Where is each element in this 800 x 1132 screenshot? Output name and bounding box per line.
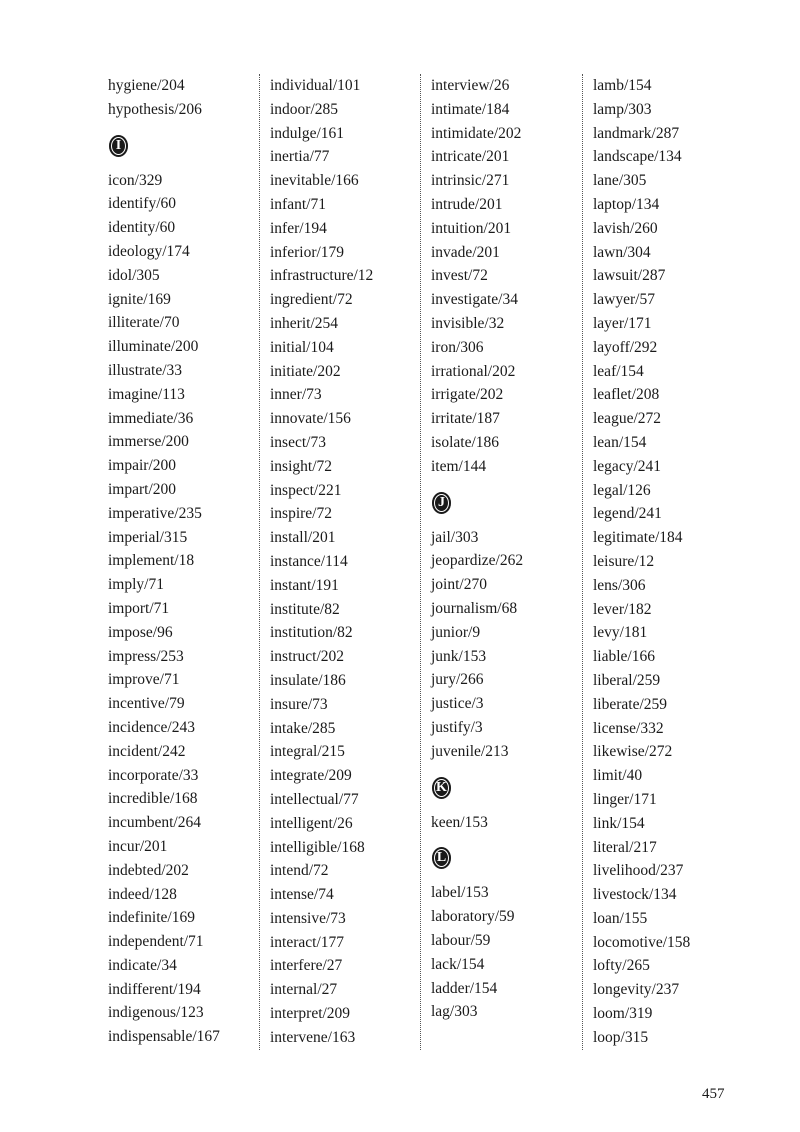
index-entry: legal/126 — [593, 481, 651, 499]
index-entry: identity/60 — [108, 219, 176, 237]
index-entry: interfere/27 — [270, 957, 343, 975]
index-entry: inspire/72 — [270, 505, 332, 523]
index-entry: immerse/200 — [108, 433, 189, 451]
index-entry: lane/305 — [593, 172, 647, 190]
index-entry: imperial/315 — [108, 528, 188, 546]
index-entry: indulge/161 — [270, 124, 345, 142]
index-entry: invisible/32 — [431, 314, 505, 332]
index-entry: interview/26 — [431, 77, 510, 94]
index-entry: illustrate/33 — [108, 361, 183, 379]
column-divider — [582, 74, 583, 1050]
index-entry: infant/71 — [270, 195, 326, 213]
index-entry: intellectual/77 — [270, 790, 359, 808]
index-entry: laptop/134 — [593, 195, 660, 213]
index-entry: lamb/154 — [593, 77, 652, 94]
index-entry: idol/305 — [108, 266, 160, 284]
index-entry: initial/104 — [270, 338, 334, 356]
index-entry: impair/200 — [108, 457, 177, 475]
index-entry: lavish/260 — [593, 219, 658, 237]
index-entry: impress/253 — [108, 647, 184, 665]
index-entry: junk/153 — [431, 647, 487, 665]
index-entry: lofty/265 — [593, 957, 650, 975]
index-entry: inherit/254 — [270, 314, 339, 332]
index-entry: locomotive/158 — [593, 933, 691, 951]
index-entry: instant/191 — [270, 576, 339, 594]
index-entry: invest/72 — [431, 267, 488, 285]
index-entry: league/272 — [593, 410, 662, 428]
index-entry: intervene/163 — [270, 1028, 356, 1046]
index-entry: improve/71 — [108, 671, 180, 689]
index-entry: limit/40 — [593, 767, 643, 785]
index-entry: internal/27 — [270, 981, 338, 999]
index-entry: ladder/154 — [431, 979, 498, 997]
index-entry: intrinsic/271 — [431, 172, 510, 190]
index-entry: import/71 — [108, 599, 170, 617]
index-entry: lever/182 — [593, 600, 652, 618]
letter-l-icon: L — [432, 847, 451, 869]
index-entry: inferior/179 — [270, 243, 345, 261]
index-entry: impart/200 — [108, 480, 177, 498]
index-entry: indispensable/167 — [108, 1028, 220, 1046]
column-divider — [420, 74, 421, 1050]
index-entry: justify/3 — [431, 718, 483, 736]
index-entry: implement/18 — [108, 552, 195, 570]
index-entry: hygiene/204 — [108, 77, 185, 94]
index-entry: integral/215 — [270, 743, 345, 761]
index-entry: immediate/36 — [108, 409, 194, 427]
index-entry: illuminate/200 — [108, 338, 199, 356]
index-entry: install/201 — [270, 529, 336, 547]
index-entry: legend/241 — [593, 505, 662, 523]
index-entry: legacy/241 — [593, 457, 662, 475]
index-entry: lens/306 — [593, 576, 646, 594]
index-entry: ignite/169 — [108, 290, 171, 308]
index-entry: lamp/303 — [593, 100, 652, 118]
index-entry: loan/155 — [593, 909, 648, 927]
index-entry: labour/59 — [431, 931, 491, 949]
index-entry: intrude/201 — [431, 195, 503, 213]
index-entry: likewise/272 — [593, 743, 673, 761]
index-entry: justice/3 — [431, 695, 484, 713]
index-entry: indefinite/169 — [108, 909, 195, 927]
index-entry: leaflet/208 — [593, 386, 660, 404]
column-divider — [259, 74, 260, 1050]
index-entry: inevitable/166 — [270, 172, 359, 190]
index-entry: intelligent/26 — [270, 814, 353, 832]
index-entry: ideology/174 — [108, 242, 190, 260]
index-entry: livelihood/237 — [593, 862, 684, 880]
index-entry: icon/329 — [108, 171, 163, 189]
index-entry: link/154 — [593, 814, 645, 832]
index-entry: jeopardize/262 — [431, 552, 524, 570]
index-entry: intake/285 — [270, 719, 336, 737]
index-entry: insure/73 — [270, 695, 328, 713]
index-entry: irrational/202 — [431, 362, 516, 380]
index-entry: literal/217 — [593, 838, 657, 856]
index-entry: legitimate/184 — [593, 529, 683, 547]
index-column-3 — [431, 74, 581, 1024]
index-entry: intense/74 — [270, 886, 334, 904]
index-entry: incident/242 — [108, 742, 186, 760]
index-entry: indoor/285 — [270, 100, 339, 118]
index-entry: levy/181 — [593, 624, 648, 642]
index-entry: insight/72 — [270, 457, 333, 475]
index-entry: intensive/73 — [270, 909, 346, 927]
index-entry: indigenous/123 — [108, 1004, 204, 1022]
index-entry: integrate/209 — [270, 767, 352, 785]
index-entry: instance/114 — [270, 552, 348, 570]
index-entry: landmark/287 — [593, 124, 680, 142]
index-entry: incentive/79 — [108, 695, 185, 713]
index-entry: incur/201 — [108, 837, 168, 855]
index-entry: inertia/77 — [270, 148, 330, 166]
index-entry: lawn/304 — [593, 243, 651, 261]
index-entry: imply/71 — [108, 576, 164, 594]
index-entry: liberate/259 — [593, 695, 668, 713]
index-entry: item/144 — [431, 457, 487, 475]
index-entry: hypothesis/206 — [108, 100, 202, 118]
index-entry: lawyer/57 — [593, 291, 655, 309]
index-entry: inspect/221 — [270, 481, 342, 499]
index-entry: irrigate/202 — [431, 386, 504, 404]
index-entry: impose/96 — [108, 623, 173, 641]
index-entry: leisure/12 — [593, 552, 655, 570]
letter-k-icon: K — [432, 777, 451, 799]
index-entry: journalism/68 — [431, 599, 518, 617]
index-entry: incredible/168 — [108, 790, 198, 808]
index-entry: independent/71 — [108, 933, 204, 951]
index-entry: keen/153 — [431, 813, 488, 831]
index-entry: insulate/186 — [270, 671, 346, 689]
index-column-2 — [270, 74, 420, 1050]
index-entry: lack/154 — [431, 955, 485, 973]
index-entry: intend/72 — [270, 862, 329, 880]
index-entry: investigate/34 — [431, 291, 518, 309]
index-entry: infrastructure/12 — [270, 267, 374, 285]
index-entry: incidence/243 — [108, 718, 195, 736]
index-entry: longevity/237 — [593, 981, 680, 999]
index-entry: indebted/202 — [108, 861, 189, 879]
index-column-1 — [108, 74, 258, 1049]
page-number: 457 — [702, 1086, 725, 1102]
index-entry: lawsuit/287 — [593, 267, 666, 285]
index-entry: laboratory/59 — [431, 908, 515, 926]
index-entry: livestock/134 — [593, 886, 677, 904]
index-entry: instruct/202 — [270, 648, 345, 666]
index-entry: illiterate/70 — [108, 314, 180, 332]
index-entry: irritate/187 — [431, 410, 500, 428]
index-entry: innovate/156 — [270, 410, 351, 428]
index-entry: interact/177 — [270, 933, 345, 951]
index-entry: inner/73 — [270, 386, 322, 404]
index-entry: label/153 — [431, 884, 489, 902]
index-entry: lag/303 — [431, 1003, 478, 1021]
letter-j-icon: J — [432, 492, 451, 514]
index-entry: indicate/34 — [108, 956, 177, 974]
index-entry: loom/319 — [593, 1005, 653, 1023]
index-entry: intuition/201 — [431, 219, 512, 237]
index-column-4 — [593, 74, 743, 1050]
index-entry: license/332 — [593, 719, 664, 737]
index-entry: joint/270 — [431, 576, 487, 594]
index-entry: intelligible/168 — [270, 838, 365, 856]
index-entry: junior/9 — [431, 623, 481, 641]
index-entry: jail/303 — [431, 528, 479, 546]
index-entry: landscape/134 — [593, 148, 682, 166]
index-entry: layoff/292 — [593, 338, 658, 356]
index-entry: intimate/184 — [431, 100, 510, 118]
index-entry: interpret/209 — [270, 1005, 351, 1023]
index-entry: invade/201 — [431, 243, 500, 261]
index-entry: loop/315 — [593, 1028, 649, 1046]
index-entry: imperative/235 — [108, 504, 202, 522]
index-entry: liberal/259 — [593, 671, 661, 689]
index-entry: institution/82 — [270, 624, 353, 642]
index-entry: individual/101 — [270, 77, 361, 94]
index-entry: insect/73 — [270, 433, 326, 451]
index-entry: leaf/154 — [593, 362, 644, 380]
index-entry: liable/166 — [593, 648, 655, 666]
index-entry: iron/306 — [431, 338, 484, 356]
index-entry: incumbent/264 — [108, 814, 201, 832]
index-entry: ingredient/72 — [270, 291, 353, 309]
index-entry: incorporate/33 — [108, 766, 199, 784]
index-entry: indifferent/194 — [108, 980, 201, 998]
index-entry: imagine/113 — [108, 385, 185, 403]
index-entry: indeed/128 — [108, 885, 177, 903]
index-entry: lean/154 — [593, 433, 647, 451]
index-entry: institute/82 — [270, 600, 340, 618]
index-entry: juvenile/213 — [431, 742, 509, 760]
index-entry: isolate/186 — [431, 433, 500, 451]
index-entry: linger/171 — [593, 790, 657, 808]
index-entry: layer/171 — [593, 314, 652, 332]
index-entry: infer/194 — [270, 219, 327, 237]
index-entry: intimidate/202 — [431, 124, 522, 142]
index-entry: identify/60 — [108, 195, 177, 213]
index-entry: jury/266 — [431, 671, 484, 689]
index-entry: intricate/201 — [431, 148, 510, 166]
letter-i-icon: I — [109, 135, 128, 157]
index-entry: initiate/202 — [270, 362, 341, 380]
